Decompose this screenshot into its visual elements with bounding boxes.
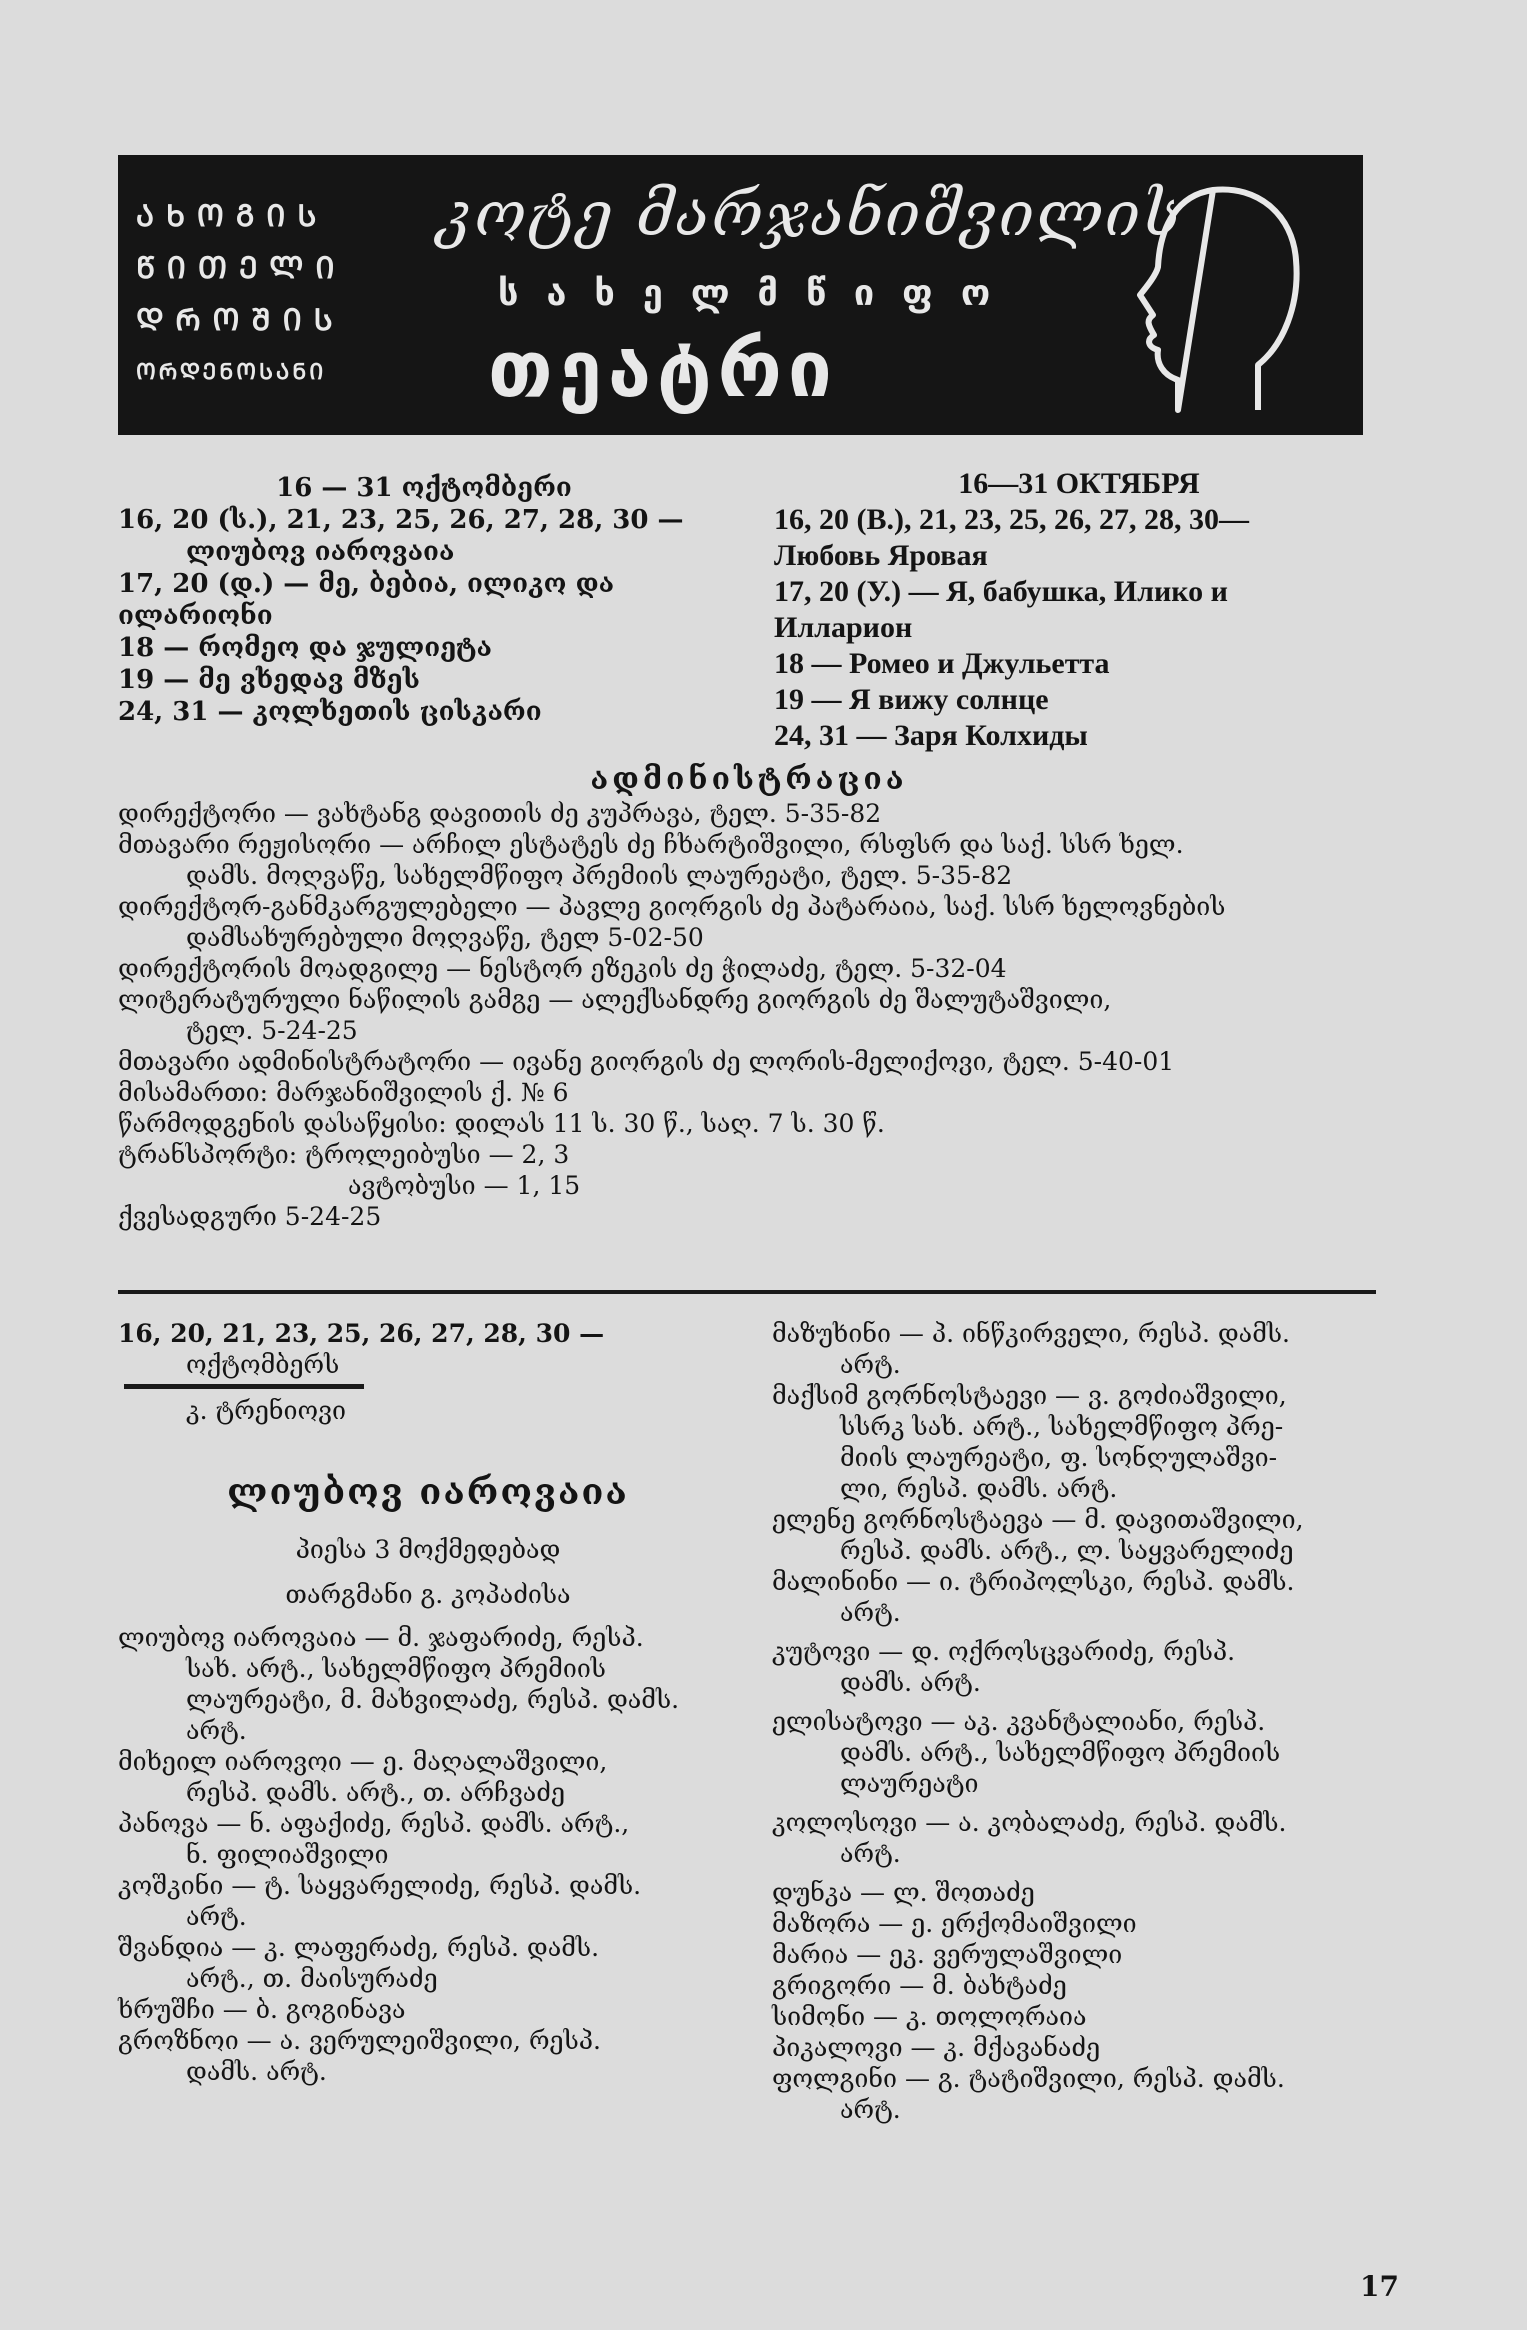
schedule-ka-title-4: მე ვხედავ მზეს [198,665,420,695]
cast-left-1: ლიუბოვ იაროვაია — მ. ჯაფარიძე, რესპ. [118,1623,644,1652]
cast-right-25: არტ. [840,2095,901,2124]
cast-right-20: მარია — ეკ. ვერულაშვილი [772,1940,1123,1969]
cast-left-7: პანოვა — ნ. აფაქიძე, რესპ. დამს. არტ., [118,1809,630,1838]
cast-right-23: პიკალოვი — კ. მქავანაძე [772,2033,1101,2062]
play-left-column [118,1318,738,2087]
cast-left-9: კოშკინი — ტ. საყვარელიძე, რესპ. დამს. [118,1871,642,1900]
admin-line-1: დირექტორი — ვახტანგ დავითის ძე კუპრავა, ტელ. 5-35-82 [118,799,882,828]
schedule-ka-dates-4: 19 — [118,665,190,695]
cast-right-7: ელენე გორნოსტაევა — მ. დავითაშვილი, [772,1505,1304,1534]
order-line-1: ᲐᲮᲝᲒᲘᲡ [136,199,329,234]
banner-theatre-word: თეატრი [488,325,838,415]
play-dates: 16, 20, 21, 23, 25, 26, 27, 28, 30 — [118,1319,605,1348]
order-caption [136,191,466,399]
administration-heading: ადმინისტრაცია [590,762,908,797]
cast-left-11: შვანდია — კ. ლაფერაძე, რესპ. დამს. [118,1933,600,1962]
cast-left-2: სახ. არტ., სახელმწიფო პრემიის [186,1654,606,1683]
admin-line-8: ტელ. 5-24-25 [186,1016,358,1045]
schedule-ka-dates-3: 18 — [118,633,190,663]
cast-right-5: მიის ლაურეატი, ფ. სონღულაშვი- [840,1443,1278,1472]
cast-right-9: მალინინი — ი. ტრიპოლსკი, რესპ. დამს. [772,1567,1295,1596]
cast-right-8: რესპ. დამს. არტ., ლ. საყვარელიძე [840,1536,1294,1565]
admin-line-11: წარმოდგენის დასაწყისი: დილას 11 ს. 30 წ., საღ. 7 ს. 30 წ. [118,1109,885,1138]
admin-line-10: მისამართი: მარჯანიშვილის ქ. № 6 [118,1078,569,1107]
schedule-ka-title-5: კოლხეთის ცისკარი [252,697,542,727]
schedule-ru-line-6: 19 — Я вижу солнце [774,683,1049,716]
cast-right-13: ელისატოვი — აკ. კვანტალიანი, რესპ. [772,1707,1266,1736]
schedule-georgian [118,472,730,728]
play-dates-month: ოქტომბერს [186,1350,340,1379]
cast-right-11: კუტოვი — დ. ოქროსცვარიძე, რესპ. [772,1637,1236,1666]
schedule-ka-title-2: მე, ბებია, ილიკო და ილარიონი [118,569,615,631]
admin-line-6: დირექტორის მოადგილე — ნესტორ ეზეკის ძე ჭილაძე, ტელ. 5-32-04 [118,954,1007,983]
cast-right-18: დუნკა — ლ. შოთაძე [772,1878,1035,1907]
cast-right-4: სსრკ სახ. არტ., სახელმწიფო პრე- [840,1412,1284,1441]
cast-left-10: არტ. [186,1902,247,1931]
cast-left-15: დამს. არტ. [186,2057,327,2086]
schedule-ru-line-4: Илларион [774,611,913,644]
administration-section [118,762,1380,1232]
admin-line-3: დამს. მოღვაწე, სახელმწიფო პრემიის ლაურეატი, ტელ. 5-35-82 [186,861,1013,890]
cast-right-14: დამს. არტ., სახელმწიფო პრემიის [840,1738,1281,1767]
cast-right-6: ლი, რესპ. დამს. არტ. [840,1474,1118,1503]
admin-line-13: ავტობუსი — 1, 15 [348,1171,581,1200]
play-right-column [772,1318,1382,2125]
admin-line-12: ტრანსპორტი: ტროლეიბუსი — 2, 3 [118,1140,570,1169]
schedule-ka-dates-5: 24, 31 — [118,697,244,727]
order-line-3: ᲓᲠᲝᲨᲘᲡ [136,303,345,338]
section-divider [118,1290,1376,1294]
play-author: კ. ტრენიოვი [186,1396,347,1425]
admin-line-9: მთავარი ადმინისტრატორი — ივანე გიორგის ძე ლორის-მელიქოვი, ტელ. 5-40-01 [118,1047,1175,1076]
short-rule [124,1384,364,1389]
profile-silhouette-icon [1118,175,1318,415]
order-line-4: ᲝᲠᲓᲔᲜᲝᲡᲐᲜᲘ [136,360,327,385]
cast-right-17: არტ. [840,1839,901,1868]
admin-line-14: ქვესადგური 5-24-25 [118,1202,382,1231]
banner-state-word: სახელმწიფო [498,273,1019,314]
cast-left-8: ნ. ფილიაშვილი [186,1840,389,1869]
admin-line-7: ლიტერატურული ნაწილის გამგე — ალექსანდრე გიორგის ძე შალუტაშვილი, [118,985,1112,1014]
schedule-ru-line-1: 16, 20 (В.), 21, 23, 25, 26, 27, 28, 30— [774,503,1249,536]
cast-left-12: არტ., თ. მაისურაძე [186,1964,438,1993]
schedule-russian [774,466,1384,754]
schedule-ru-header: 16—31 ОКТЯБРЯ [958,467,1200,500]
cast-right-15: ლაურეატი [840,1769,979,1798]
theatre-banner [118,155,1363,435]
schedule-ka-header: 16 — 31 ოქტომბერი [276,473,572,503]
admin-line-4: დირექტორ-განმკარგულებელი — პავლე გიორგის ძე პატარაია, საქ. სსრ ხელოვნების [118,892,1226,921]
cast-right-22: სიმონი — კ. თოლორაია [772,2002,1087,2031]
play-subtitle: პიესა 3 მოქმედებად [295,1535,561,1564]
cast-left-13: ხრუშჩი — ბ. გოგინავა [118,1995,406,2024]
page-number: 17 [1360,2270,1399,2303]
cast-right-2: არტ. [840,1350,901,1379]
cast-right-19: მაზორა — ე. ერქომაიშვილი [772,1909,1137,1938]
cast-right-24: ფოლგინი — გ. ტატიშვილი, რესპ. დამს. [772,2064,1285,2093]
cast-right-3: მაქსიმ გორნოსტაევი — ვ. გოძიაშვილი, [772,1381,1287,1410]
admin-line-5: დამსახურებული მოღვაწე, ტელ 5-02-50 [186,923,704,952]
cast-right-21: გრიგორი — მ. ბახტაძე [772,1971,1067,2000]
order-line-2: ᲬᲘᲗᲔᲚᲘ [136,251,347,286]
schedule-ru-line-2: Любовь Яровая [774,539,988,572]
cast-left-4: არტ. [186,1716,247,1745]
schedule-ka-title-1: ლიუბოვ იაროვაია [186,537,455,567]
schedule-ru-line-5: 18 — Ромео и Джульетта [774,647,1110,680]
cast-left-14: გროზნოი — ა. ვერულეიშვილი, რესპ. [118,2026,601,2055]
schedule-ru-line-7: 24, 31 — Заря Колхиды [774,719,1088,752]
cast-left-5: მიხეილ იაროვოი — ე. მაღალაშვილი, [118,1747,608,1776]
schedule-ka-dates-1: 16, 20 (ს.), 21, 23, 25, 26, 27, 28, 30 — [118,505,684,535]
schedule-ka-dates-2: 17, 20 (დ.) — [118,569,310,599]
cast-left-6: რესპ. დამს. არტ., თ. არჩვაძე [186,1778,565,1807]
cast-right-12: დამს. არტ. [840,1668,981,1697]
play-translator: თარგმანი გ. კოპაძისა [285,1580,571,1609]
cast-right-10: არტ. [840,1598,901,1627]
cast-right-1: მაზუხინი — პ. ინწკირველი, რესპ. დამს. [772,1319,1290,1348]
schedule-ru-line-3: 17, 20 (У.) — Я, бабушка, Илико и [774,575,1228,608]
banner-script-name: კოტე მარჯანიშვილის [438,177,1182,250]
cast-right-16: კოლოსოვი — ა. კობალაძე, რესპ. დამს. [772,1808,1287,1837]
cast-left-3: ლაურეატი, მ. მახვილაძე, რესპ. დამს. [186,1685,680,1714]
play-title: ლიუბოვ იაროვაია [227,1471,629,1513]
admin-line-2: მთავარი რეჟისორი — არჩილ ესტატეს ძე ჩხარტიშვილი, რსფსრ და საქ. სსრ ხელ. [118,830,1184,859]
schedule-ka-title-3: რომეო და ჯულიეტა [198,633,492,663]
